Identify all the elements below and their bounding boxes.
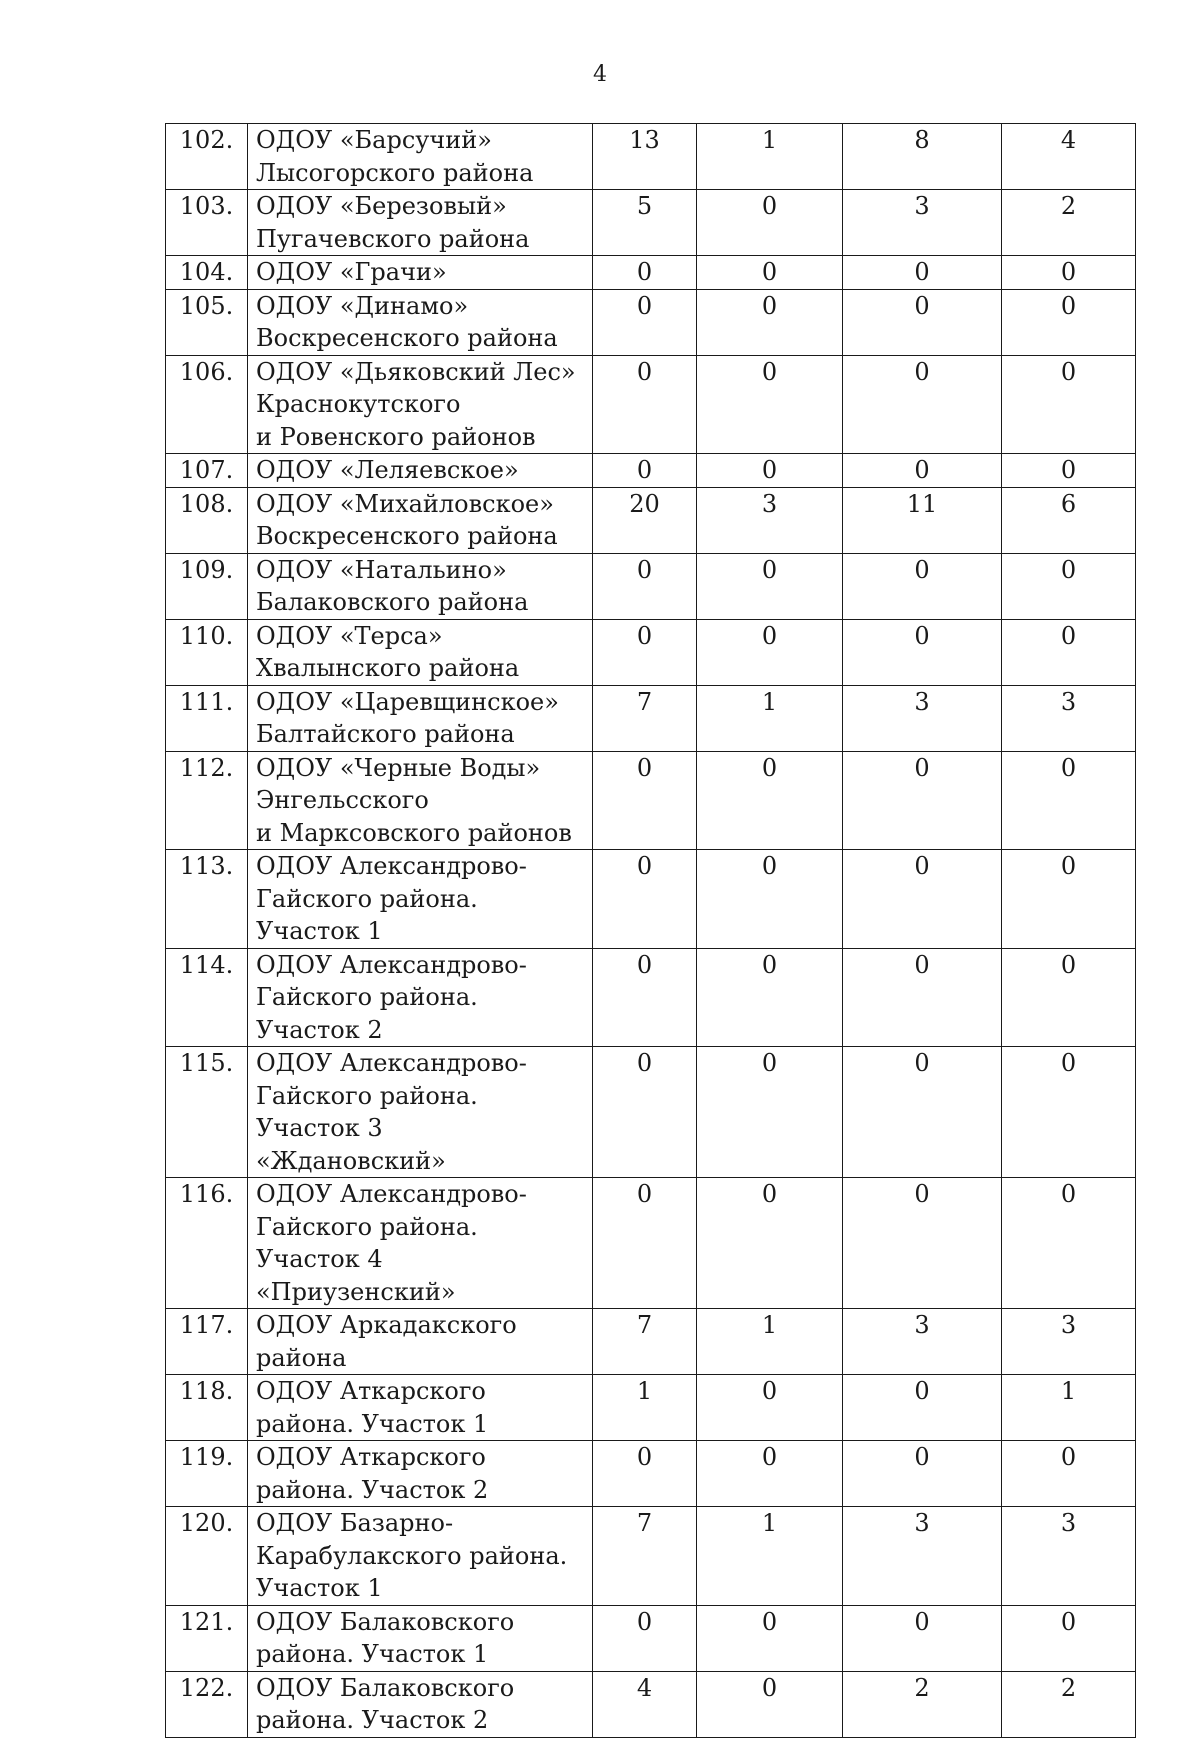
value-cell-3: 0 [843,454,1002,488]
organization-name [248,553,593,619]
organization-name [248,850,593,949]
value-cell-3: 3 [843,1507,1002,1606]
organization-name-line: Хвалынского района [256,654,520,682]
table-row [166,1178,1136,1309]
value-cell-4: 0 [1002,948,1136,1047]
organization-name [248,1671,593,1737]
row-number: 105. [166,289,248,355]
organization-name-line: «Ждановский» [256,1146,446,1175]
organization-name [248,124,593,190]
organization-name-line: «Приузенский» [256,1277,456,1306]
table-row [166,751,1136,850]
organization-name-line: ОДОУ «Барсучий» [256,126,492,154]
organization-name-line: ОДОУ «Грачи» [256,258,447,286]
value-cell-2: 0 [697,948,843,1047]
organization-name [248,355,593,454]
value-cell-3: 0 [843,289,1002,355]
organization-name-line: Энгельсского [256,786,429,814]
organization-name-line: ОДОУ Аткарского [256,1443,486,1471]
value-cell-4: 3 [1002,1309,1136,1375]
value-cell-2: 0 [697,1671,843,1737]
value-cell-1: 0 [593,1605,697,1671]
organization-name-line: Гайского района. Участок 1 [256,884,478,945]
row-number: 103. [166,190,248,256]
value-cell-2: 0 [697,619,843,685]
organization-name [248,1047,593,1178]
value-cell-4: 3 [1002,685,1136,751]
organization-name [248,190,593,256]
value-cell-4: 2 [1002,190,1136,256]
value-cell-4: 0 [1002,1605,1136,1671]
organization-name [248,1375,593,1441]
value-cell-2: 0 [697,553,843,619]
row-number: 119. [166,1441,248,1507]
row-number: 118. [166,1375,248,1441]
organization-name-line: ОДОУ Базарно- [256,1509,454,1537]
table-row [166,1441,1136,1507]
row-number: 110. [166,619,248,685]
table-row [166,487,1136,553]
organization-name [248,1507,593,1606]
value-cell-3: 0 [843,751,1002,850]
table-row [166,124,1136,190]
value-cell-1: 0 [593,850,697,949]
value-cell-2: 0 [697,1441,843,1507]
value-cell-3: 0 [843,553,1002,619]
value-cell-4: 0 [1002,454,1136,488]
value-cell-2: 3 [697,487,843,553]
table-row [166,619,1136,685]
organization-name-line: района. Участок 1 [256,1409,489,1438]
organization-name-line: ОДОУ «Березовый» [256,192,507,220]
table-row [166,454,1136,488]
organization-name-line: Пугачевского района [256,224,530,253]
value-cell-3: 0 [843,256,1002,290]
value-cell-4: 0 [1002,1441,1136,1507]
table-row [166,1047,1136,1178]
organization-name-line: ОДОУ Балаковского [256,1673,515,1702]
organization-name-line: Воскресенского района [256,324,558,352]
row-number: 107. [166,454,248,488]
value-cell-4: 0 [1002,619,1136,685]
organization-name-line: Балаковского района [256,588,529,616]
organization-name [248,454,593,488]
organization-name-line: ОДОУ Александрово- [256,1049,527,1077]
organization-name [248,1178,593,1309]
value-cell-2: 1 [697,685,843,751]
row-number: 104. [166,256,248,290]
row-number: 113. [166,850,248,949]
row-number: 102. [166,124,248,190]
value-cell-2: 0 [697,1178,843,1309]
value-cell-1: 0 [593,355,697,454]
value-cell-1: 7 [593,1507,697,1606]
value-cell-4: 0 [1002,751,1136,850]
organization-name-line: и Марксовского районов [256,818,572,847]
row-number: 114. [166,948,248,1047]
value-cell-4: 1 [1002,1375,1136,1441]
value-cell-4: 0 [1002,1047,1136,1178]
value-cell-2: 1 [697,1507,843,1606]
organization-name [248,1309,593,1375]
value-cell-4: 2 [1002,1671,1136,1737]
table-row [166,1507,1136,1606]
table-row [166,1309,1136,1375]
value-cell-1: 0 [593,619,697,685]
value-cell-1: 7 [593,685,697,751]
value-cell-4: 0 [1002,289,1136,355]
value-cell-3: 8 [843,124,1002,190]
value-cell-3: 0 [843,1047,1002,1178]
value-cell-3: 3 [843,1309,1002,1375]
value-cell-1: 0 [593,553,697,619]
organization-name [248,487,593,553]
value-cell-3: 0 [843,619,1002,685]
organization-name-line: Воскресенского района [256,522,558,550]
table-row [166,256,1136,290]
organization-name-line: ОДОУ Аркадакского района [256,1311,517,1372]
organization-name-line: Балтайского района [256,720,515,748]
organization-name [248,685,593,751]
value-cell-1: 0 [593,1441,697,1507]
organization-name [248,619,593,685]
organization-name-line: ОДОУ «Динамо» [256,291,469,320]
organization-name-line: Краснокутского [256,390,461,418]
row-number: 112. [166,751,248,850]
value-cell-1: 0 [593,1178,697,1309]
value-cell-1: 7 [593,1309,697,1375]
row-number: 116. [166,1178,248,1309]
table-row [166,355,1136,454]
table-row [166,850,1136,949]
data-table [165,123,1136,1738]
organization-name-line: ОДОУ «Михайловское» [256,489,554,518]
row-number: 117. [166,1309,248,1375]
organization-name-line: ОДОУ Александрово- [256,1180,527,1208]
organization-name [248,256,593,290]
value-cell-2: 0 [697,850,843,949]
organization-name-line: Гайского района. Участок 3 [256,1081,478,1142]
organization-name-line: ОДОУ «Дьяковский Лес» [256,357,576,386]
organization-name-line: района. Участок 2 [256,1706,489,1734]
organization-name-line: ОДОУ Балаковского [256,1607,515,1636]
row-number: 111. [166,685,248,751]
organization-name-line: ОДОУ «Черные Воды» [256,753,541,782]
organization-name-line: района. Участок 1 [256,1640,489,1668]
organization-name-line: ОДОУ Александрово- [256,950,527,979]
value-cell-2: 1 [697,124,843,190]
organization-name-line: ОДОУ «Леляевское» [256,456,519,484]
organization-name-line: ОДОУ Александрово- [256,852,527,880]
value-cell-4: 0 [1002,1178,1136,1309]
page-number: 4 [593,62,607,87]
table-row [166,1605,1136,1671]
organization-name-line: Гайского района. Участок 4 [256,1212,478,1273]
value-cell-1: 13 [593,124,697,190]
row-number: 122. [166,1671,248,1737]
value-cell-3: 3 [843,685,1002,751]
row-number: 108. [166,487,248,553]
organization-name [248,289,593,355]
value-cell-3: 0 [843,355,1002,454]
value-cell-3: 3 [843,190,1002,256]
value-cell-4: 4 [1002,124,1136,190]
organization-name-line: ОДОУ «Терса» [256,621,443,650]
organization-name-line: и Ровенского районов [256,422,536,451]
value-cell-1: 0 [593,256,697,290]
value-cell-3: 0 [843,1441,1002,1507]
value-cell-3: 0 [843,1605,1002,1671]
value-cell-1: 0 [593,948,697,1047]
value-cell-2: 0 [697,355,843,454]
value-cell-3: 2 [843,1671,1002,1737]
value-cell-3: 11 [843,487,1002,553]
row-number: 115. [166,1047,248,1178]
organization-name-line: Участок 1 [256,1574,383,1602]
organization-name-line: ОДОУ Аткарского [256,1377,486,1405]
value-cell-2: 0 [697,1375,843,1441]
organization-name [248,1441,593,1507]
table-row [166,1375,1136,1441]
row-number: 120. [166,1507,248,1606]
row-number: 106. [166,355,248,454]
value-cell-3: 0 [843,948,1002,1047]
value-cell-4: 0 [1002,256,1136,290]
value-cell-3: 0 [843,1375,1002,1441]
table-row [166,553,1136,619]
organization-name-line: района. Участок 2 [256,1475,489,1504]
table-row [166,685,1136,751]
value-cell-2: 0 [697,454,843,488]
organization-name-line: Лысогорского района [256,158,534,187]
table-row [166,948,1136,1047]
value-cell-1: 20 [593,487,697,553]
value-cell-1: 0 [593,454,697,488]
value-cell-2: 0 [697,256,843,290]
value-cell-1: 1 [593,1375,697,1441]
table-row [166,289,1136,355]
value-cell-3: 0 [843,1178,1002,1309]
value-cell-4: 0 [1002,553,1136,619]
organization-name [248,1605,593,1671]
organization-name-line: Карабулакского района. [256,1541,568,1570]
value-cell-2: 0 [697,190,843,256]
table-row [166,190,1136,256]
value-cell-2: 1 [697,1309,843,1375]
value-cell-1: 0 [593,751,697,850]
value-cell-2: 0 [697,1605,843,1671]
organization-name-line: ОДОУ «Натальино» [256,555,507,584]
row-number: 109. [166,553,248,619]
value-cell-1: 4 [593,1671,697,1737]
row-number: 121. [166,1605,248,1671]
organization-name [248,948,593,1047]
value-cell-2: 0 [697,289,843,355]
table-row [166,1671,1136,1737]
organization-name-line: Гайского района. Участок 2 [256,983,478,1044]
organization-name-line: ОДОУ «Царевщинское» [256,687,559,716]
value-cell-1: 5 [593,190,697,256]
value-cell-1: 0 [593,1047,697,1178]
value-cell-3: 0 [843,850,1002,949]
value-cell-2: 0 [697,751,843,850]
value-cell-4: 6 [1002,487,1136,553]
value-cell-1: 0 [593,289,697,355]
organization-name [248,751,593,850]
value-cell-4: 3 [1002,1507,1136,1606]
table-body [166,124,1136,1738]
value-cell-4: 0 [1002,850,1136,949]
value-cell-2: 0 [697,1047,843,1178]
value-cell-4: 0 [1002,355,1136,454]
